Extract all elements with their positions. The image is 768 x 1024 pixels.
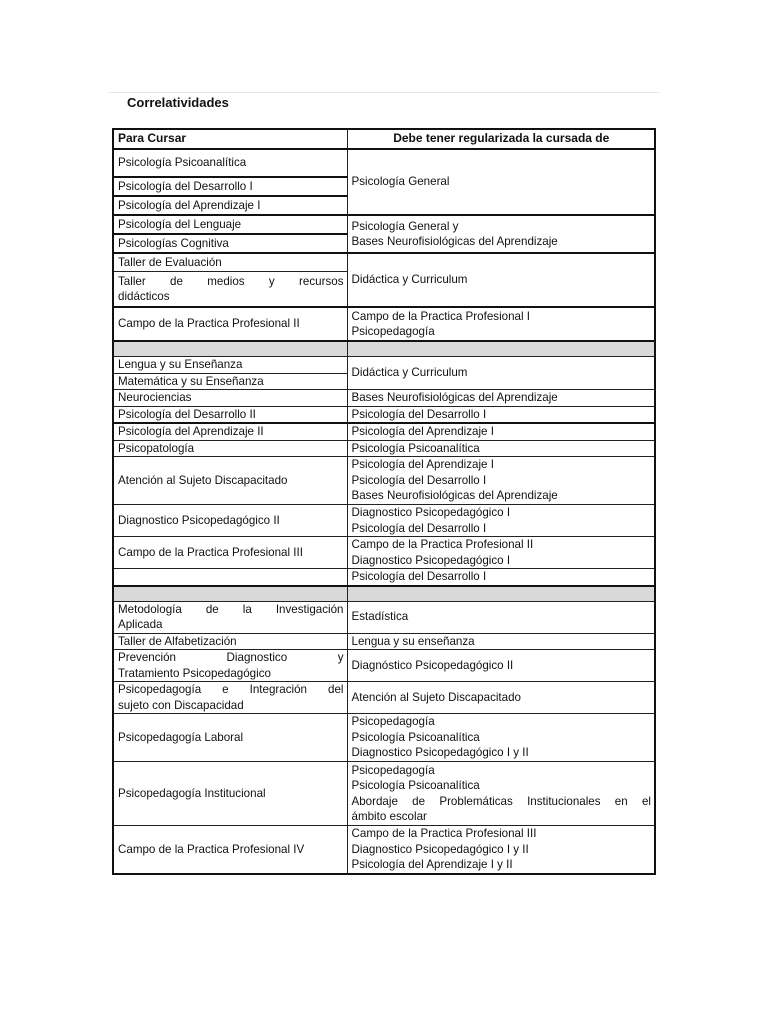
cell-para-cursar: Campo de la Practica Profesional III <box>113 537 347 569</box>
table-row <box>113 457 655 505</box>
table-row <box>113 762 655 826</box>
cell-para-cursar: Psicopedagogía Laboral <box>113 714 347 762</box>
separator-cell <box>113 586 347 602</box>
cell-requisito <box>347 215 655 253</box>
para-cursar-line: Metodología de la Investigación <box>118 602 344 616</box>
requisito-line: Abordaje de Problemáticas Institucionales en el <box>351 794 651 808</box>
requisito-line: ámbito escolar <box>351 810 427 823</box>
cell-requisito: Diagnóstico Psicopedagógico II <box>347 650 655 682</box>
cell-para-cursar: Psicología del Desarrollo I <box>113 177 347 196</box>
requisito-line: Psicología Psicoanalítica <box>351 779 480 792</box>
para-cursar-line: Tratamiento Psicopedagógico <box>118 666 271 680</box>
requisito-line: Psicopedagogía <box>351 715 435 729</box>
cell-requisito: Psicología del Desarrollo I <box>347 569 655 586</box>
cell-para-cursar: Taller de Alfabetización <box>113 633 347 650</box>
cell-requisito <box>347 457 655 505</box>
cell-requisito: Lengua y su enseñanza <box>347 633 655 650</box>
header-debe-tener: Debe tener regularizada la cursada de <box>347 129 655 149</box>
table-row <box>113 390 655 407</box>
page-title: Correlatividades <box>127 95 229 110</box>
table-row <box>113 149 655 177</box>
cell-requisito: Didáctica y Curriculum <box>347 357 655 390</box>
requisito-line: Psicología General y <box>351 219 459 233</box>
cell-requisito <box>347 537 655 569</box>
cell-para-cursar <box>113 650 347 682</box>
cell-requisito: Atención al Sujeto Discapacitado <box>347 682 655 714</box>
cell-para-cursar <box>113 601 347 633</box>
requisito-line: Diagnostico Psicopedagógico I <box>351 553 511 567</box>
requisito-line: Psicología del Aprendizaje I y II <box>351 858 513 872</box>
requisito-line: Campo de la Practica Profesional III <box>351 827 537 841</box>
cell-para-cursar: Campo de la Practica Profesional II <box>113 307 347 341</box>
table-row <box>113 826 655 875</box>
requisito-line: Diagnostico Psicopedagógico I y II <box>351 842 529 856</box>
cell-requisito <box>347 505 655 537</box>
cell-para-cursar: Psicología del Aprendizaje II <box>113 423 347 440</box>
table-row <box>113 357 655 374</box>
cell-para-cursar: Psicología del Lenguaje <box>113 215 347 234</box>
table-row <box>113 253 655 272</box>
cell-para-cursar: Psicología del Desarrollo II <box>113 406 347 423</box>
table-row <box>113 423 655 440</box>
cell-requisito: Bases Neurofisiológicas del Aprendizaje <box>347 390 655 407</box>
cell-requisito <box>347 307 655 341</box>
cell-para-cursar: Psicología del Aprendizaje I <box>113 196 347 215</box>
cell-para-cursar: Atención al Sujeto Discapacitado <box>113 457 347 505</box>
requisito-line: Psicología Psicoanalítica <box>351 730 480 744</box>
table-row <box>113 537 655 569</box>
requisito-line: Campo de la Practica Profesional I <box>351 309 531 323</box>
requisito-line: Campo de la Practica Profesional II <box>351 538 534 551</box>
table-row <box>113 307 655 341</box>
cell-requisito: Psicología General <box>347 149 655 215</box>
para-cursar-line: Psicopedagogía e Integración del <box>118 683 344 696</box>
para-cursar-line: Prevención Diagnostico y <box>118 651 344 664</box>
table-row <box>113 601 655 633</box>
cell-para-cursar: Psicopatología <box>113 440 347 457</box>
table-row <box>113 682 655 714</box>
requisito-line: Diagnostico Psicopedagógico I <box>351 506 511 519</box>
cell-para-cursar <box>113 272 347 308</box>
table-row <box>113 215 655 234</box>
correlatividades-table <box>112 128 656 875</box>
requisito-line: Diagnostico Psicopedagógico I y II <box>351 746 529 760</box>
cell-requisito: Psicología del Desarrollo I <box>347 406 655 423</box>
cell-para-cursar: Psicología Psicoanalítica <box>113 149 347 177</box>
cell-para-cursar: Neurociencias <box>113 390 347 407</box>
cell-para-cursar: Taller de Evaluación <box>113 253 347 272</box>
cell-para-cursar: Psicologías Cognitiva <box>113 234 347 253</box>
para-cursar-line: Taller de medios y recursos <box>118 274 344 288</box>
para-cursar-line: didácticos <box>118 290 170 303</box>
top-divider <box>108 92 660 93</box>
cell-para-cursar: Campo de la Practica Profesional IV <box>113 826 347 875</box>
requisito-line: Psicología del Desarrollo I <box>351 521 487 535</box>
cell-para-cursar: Psicopedagogía Institucional <box>113 762 347 826</box>
cell-para-cursar: Matemática y su Enseñanza <box>113 373 347 390</box>
cell-para-cursar <box>113 682 347 714</box>
cell-requisito: Didáctica y Curriculum <box>347 253 655 307</box>
cell-requisito: Psicología del Aprendizaje I <box>347 423 655 440</box>
header-para-cursar: Para Cursar <box>113 129 347 149</box>
para-cursar-line: sujeto con Discapacidad <box>118 698 244 712</box>
separator-cell <box>347 586 655 602</box>
para-cursar-line: Aplicada <box>118 618 163 631</box>
cell-para-cursar <box>113 569 347 586</box>
table-row <box>113 505 655 537</box>
cell-requisito: Estadística <box>347 601 655 633</box>
table-row <box>113 440 655 457</box>
separator-cell <box>113 341 347 357</box>
requisito-line: Psicopedagogía <box>351 325 435 338</box>
separator-row <box>113 341 655 357</box>
cell-requisito <box>347 714 655 762</box>
table-row <box>113 714 655 762</box>
cell-requisito: Psicología Psicoanalítica <box>347 440 655 457</box>
requisito-line: Bases Neurofisiológicas del Aprendizaje <box>351 489 558 503</box>
separator-row <box>113 586 655 602</box>
cell-para-cursar: Lengua y su Enseñanza <box>113 357 347 374</box>
table-row <box>113 569 655 586</box>
cell-requisito <box>347 762 655 826</box>
requisito-line: Psicopedagogía <box>351 763 435 777</box>
separator-cell <box>347 341 655 357</box>
table-row <box>113 633 655 650</box>
requisito-line: Bases Neurofisiológicas del Aprendizaje <box>351 235 558 248</box>
requisito-line: Psicología del Aprendizaje I <box>351 458 494 472</box>
requisito-line: Psicología del Desarrollo I <box>351 473 487 487</box>
cell-requisito <box>347 826 655 875</box>
table-row <box>113 650 655 682</box>
table-header-row <box>113 129 655 149</box>
cell-para-cursar: Diagnostico Psicopedagógico II <box>113 505 347 537</box>
table-row <box>113 406 655 423</box>
